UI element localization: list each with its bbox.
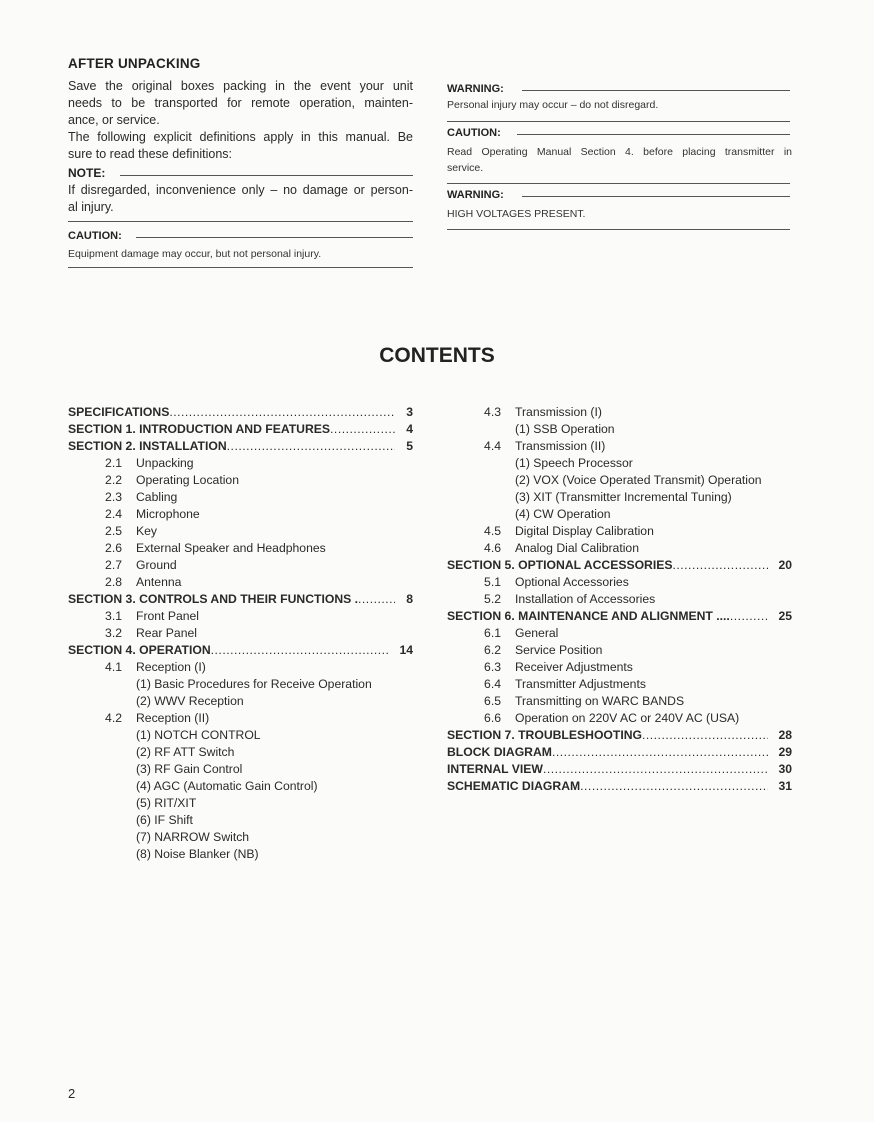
leader-dots [543, 761, 768, 778]
toc-section-entry [447, 778, 792, 795]
toc-entry [447, 472, 762, 489]
leader-dots [227, 438, 395, 455]
toc-entry-title: Antenna [136, 575, 182, 589]
toc-entry-title: (1) Basic Procedures for Receive Operation [136, 677, 372, 691]
indent-spacer [68, 676, 136, 693]
toc-section-entry [68, 438, 413, 455]
toc-entry-number: 4.6 [484, 541, 501, 555]
toc-page-number: 28 [778, 728, 792, 742]
toc-right-column [447, 404, 792, 795]
indent-spacer [447, 421, 515, 438]
toc-entry-title: (7) NARROW Switch [136, 830, 250, 844]
toc-entry-title: Service Position [515, 643, 603, 657]
toc-entry-title: Installation of Accessories [515, 592, 656, 606]
toc-entry-title: Microphone [136, 507, 200, 521]
toc-entry-title: Reception (I) [136, 660, 206, 674]
toc-section-entry [447, 761, 792, 778]
toc-entry-title: (8) Noise Blanker (NB) [136, 847, 259, 861]
paragraph-line: needs to be transported for remote operation, mainten- [68, 96, 413, 110]
toc-entry [68, 557, 413, 574]
toc-entry-number: 6.6 [484, 711, 501, 725]
indent-spacer [68, 829, 136, 846]
toc-entry-title: Optional Accessories [515, 575, 629, 589]
toc-page-number: 14 [399, 643, 413, 657]
toc-entry-title: Operation on 220V AC or 240V AC (USA) [515, 711, 740, 725]
toc-entry-title: Operating Location [136, 473, 239, 487]
toc-entry-number: 5.1 [484, 575, 501, 589]
toc-entry-title: SECTION 3. CONTROLS AND THEIR FUNCTIONS . [68, 592, 359, 606]
toc-entry-title: Reception (II) [136, 711, 210, 725]
indent-spacer [68, 795, 136, 812]
toc-entry-number: 4.1 [105, 660, 122, 674]
divider [447, 183, 790, 184]
toc-entry-title: SECTION 5. OPTIONAL ACCESSORIES [447, 558, 673, 572]
caution-text [447, 144, 792, 176]
toc-section-entry [447, 557, 792, 574]
caution-label: CAUTION: [447, 127, 501, 139]
toc-entry-title: (6) IF Shift [136, 813, 193, 827]
toc-entry-title: (3) XIT (Transmitter Incremental Tuning) [515, 490, 732, 504]
leader-dots [730, 608, 768, 625]
toc-entry-number: 4.5 [484, 524, 501, 538]
toc-entry [68, 744, 235, 761]
toc-entry-title: Front Panel [136, 609, 200, 623]
toc-entry-number: 2.3 [105, 490, 122, 504]
toc-entry-number: 6.5 [484, 694, 501, 708]
indent-spacer [447, 455, 515, 472]
after-unpacking-heading: AFTER UNPACKING [68, 56, 201, 71]
toc-entry [68, 812, 193, 829]
toc-entry [447, 625, 792, 642]
toc-section-entry [447, 727, 792, 744]
toc-page-number: 8 [406, 592, 413, 606]
toc-page-number: 29 [778, 745, 792, 759]
toc-entry-title: Key [136, 524, 158, 538]
toc-entry [68, 761, 243, 778]
toc-page-number: 3 [406, 405, 413, 419]
toc-entry-title: SECTION 6. MAINTENANCE AND ALIGNMENT .... [447, 609, 730, 623]
toc-entry [68, 676, 372, 693]
toc-entry-number: 2.4 [105, 507, 122, 521]
toc-entry [447, 676, 792, 693]
leader-dots [169, 404, 395, 421]
indent-spacer [68, 727, 136, 744]
paragraph-line: al injury. [68, 200, 114, 214]
caution-rule [517, 134, 790, 135]
paragraph-line: Save the original boxes packing in the event your unit [68, 79, 413, 93]
toc-entry [68, 608, 413, 625]
leader-dots [673, 557, 768, 574]
toc-entry [447, 574, 792, 591]
indent-spacer [447, 506, 515, 523]
paragraph-line: If disregarded, inconvenience only – no damage or person- [68, 183, 413, 197]
toc-entry-number: 4.3 [484, 405, 501, 419]
toc-entry-number: 3.2 [105, 626, 122, 640]
toc-entry-title: SECTION 4. OPERATION [68, 643, 211, 657]
toc-entry [447, 523, 792, 540]
toc-entry-number: 4.2 [105, 711, 122, 725]
toc-page-number: 25 [778, 609, 792, 623]
toc-entry-title: SPECIFICATIONS [68, 405, 170, 419]
paragraph-line: ance, or service. [68, 113, 160, 127]
indent-spacer [68, 693, 136, 710]
divider [447, 229, 790, 230]
toc-entry-number: 2.7 [105, 558, 122, 572]
toc-entry-number: 2.5 [105, 524, 122, 538]
toc-entry [68, 540, 413, 557]
toc-entry-title: Cabling [136, 490, 178, 504]
indent-spacer [68, 812, 136, 829]
toc-entry-title: (3) RF Gain Control [136, 762, 243, 776]
page-number: 2 [68, 1086, 76, 1101]
leader-dots [642, 727, 768, 744]
warning-label: WARNING: [447, 189, 504, 201]
toc-entry-title: (1) SSB Operation [515, 422, 615, 436]
divider [68, 221, 413, 222]
contents-title: CONTENTS [379, 344, 495, 367]
toc-entry-title: (4) CW Operation [515, 507, 611, 521]
indent-spacer [68, 744, 136, 761]
toc-entry-title: (2) WWV Reception [136, 694, 244, 708]
toc-entry-number: 6.1 [484, 626, 501, 640]
toc-section-entry [68, 591, 413, 608]
indent-spacer [447, 472, 515, 489]
after-unpacking-paragraph [68, 78, 413, 163]
toc-entry [447, 659, 792, 676]
toc-entry-title: (1) NOTCH CONTROL [136, 728, 261, 742]
toc-entry [68, 829, 250, 846]
toc-entry [68, 472, 413, 489]
caution-rule [136, 237, 413, 238]
toc-entry-title: SECTION 7. TROUBLESHOOTING [447, 728, 643, 742]
toc-entry [68, 693, 244, 710]
warning-label: WARNING: [447, 83, 504, 95]
toc-entry-number: 3.1 [105, 609, 122, 623]
toc-left-column [68, 404, 413, 863]
toc-entry-title: (5) RIT/XIT [136, 796, 197, 810]
toc-entry [447, 642, 792, 659]
warning-text: HIGH VOLTAGES PRESENT. [447, 208, 586, 220]
indent-spacer [68, 778, 136, 795]
divider [68, 267, 413, 268]
toc-entry [447, 693, 792, 710]
toc-entry-number: 2.8 [105, 575, 122, 589]
toc-entry [68, 710, 413, 727]
toc-entry [447, 438, 792, 455]
toc-entry-number: 4.4 [484, 439, 501, 453]
toc-entry-title: Transmission (II) [515, 439, 606, 453]
toc-entry [447, 710, 792, 727]
toc-entry [68, 846, 259, 863]
note-text [68, 182, 413, 216]
toc-section-entry [68, 642, 413, 659]
toc-entry-title: External Speaker and Headphones [136, 541, 326, 555]
toc-entry-title: General [515, 626, 559, 640]
leader-dots [580, 778, 768, 795]
toc-entry-number: 5.2 [484, 592, 501, 606]
toc-entry [68, 523, 413, 540]
toc-entry-title: (1) Speech Processor [515, 456, 633, 470]
toc-page-number: 31 [778, 779, 792, 793]
toc-entry-title: (2) VOX (Voice Operated Transmit) Operation [515, 473, 762, 487]
note-label: NOTE: [68, 166, 106, 180]
toc-entry-number: 2.2 [105, 473, 122, 487]
toc-entry [447, 421, 615, 438]
toc-section-entry [447, 608, 792, 625]
leader-dots [211, 642, 389, 659]
toc-entry-number: 6.4 [484, 677, 501, 691]
toc-entry [447, 404, 792, 421]
indent-spacer [68, 846, 136, 863]
leader-dots [330, 421, 395, 438]
toc-entry-number: 2.6 [105, 541, 122, 555]
toc-entry-title: SCHEMATIC DIAGRAM [447, 779, 581, 793]
toc-entry [68, 727, 261, 744]
toc-entry-title: SECTION 2. INSTALLATION [68, 439, 227, 453]
toc-entry [447, 506, 611, 523]
toc-entry [68, 659, 413, 676]
caution-text: Equipment damage may occur, but not personal injury. [68, 248, 322, 260]
caution-label: CAUTION: [68, 230, 122, 242]
toc-entry-title: Transmitting on WARC BANDS [515, 694, 685, 708]
toc-entry-title: (4) AGC (Automatic Gain Control) [136, 779, 318, 793]
leader-dots [358, 591, 395, 608]
toc-entry [68, 778, 318, 795]
toc-entry-title: INTERNAL VIEW [447, 762, 543, 776]
note-rule [120, 175, 413, 176]
toc-entry [447, 591, 792, 608]
toc-entry-title: (2) RF ATT Switch [136, 745, 235, 759]
toc-entry [68, 489, 413, 506]
indent-spacer [447, 489, 515, 506]
toc-entry-title: Transmission (I) [515, 405, 602, 419]
toc-entry [447, 455, 633, 472]
toc-entry-title: Receiver Adjustments [515, 660, 633, 674]
toc-entry [68, 455, 413, 472]
divider [447, 121, 790, 122]
toc-entry-number: 6.3 [484, 660, 501, 674]
toc-entry-title: Digital Display Calibration [515, 524, 654, 538]
paragraph-line: sure to read these definitions: [68, 147, 232, 161]
indent-spacer [68, 761, 136, 778]
toc-page-number: 20 [778, 558, 792, 572]
warning-rule [522, 196, 790, 197]
toc-section-entry [68, 404, 413, 421]
toc-entry [447, 489, 732, 506]
toc-entry-title: Analog Dial Calibration [515, 541, 639, 555]
toc-page-number: 5 [406, 439, 413, 453]
paragraph-line: service. [447, 162, 484, 174]
toc-section-entry [447, 744, 792, 761]
toc-entry-number: 6.2 [484, 643, 501, 657]
toc-entry-title: BLOCK DIAGRAM [447, 745, 552, 759]
toc-entry [68, 506, 413, 523]
toc-entry [68, 574, 413, 591]
paragraph-line: Read Operating Manual Section 4. before placing transmitter in [447, 146, 792, 158]
toc-entry [447, 540, 792, 557]
paragraph-line: The following explicit definitions apply in this manual. Be [68, 130, 413, 144]
toc-entry-title: SECTION 1. INTRODUCTION AND FEATURES [68, 422, 331, 436]
leader-dots [552, 744, 768, 761]
warning-text: Personal injury may occur – do not disregard. [447, 99, 659, 111]
toc-page-number: 4 [406, 422, 413, 436]
toc-entry-title: Transmitter Adjustments [515, 677, 646, 691]
toc-entry-title: Ground [136, 558, 177, 572]
toc-entry-title: Rear Panel [136, 626, 197, 640]
toc-section-entry [68, 421, 413, 438]
toc-entry [68, 625, 413, 642]
toc-page-number: 30 [778, 762, 792, 776]
toc-entry [68, 795, 197, 812]
toc-entry-number: 2.1 [105, 456, 122, 470]
warning-rule [522, 90, 790, 91]
toc-entry-title: Unpacking [136, 456, 194, 470]
